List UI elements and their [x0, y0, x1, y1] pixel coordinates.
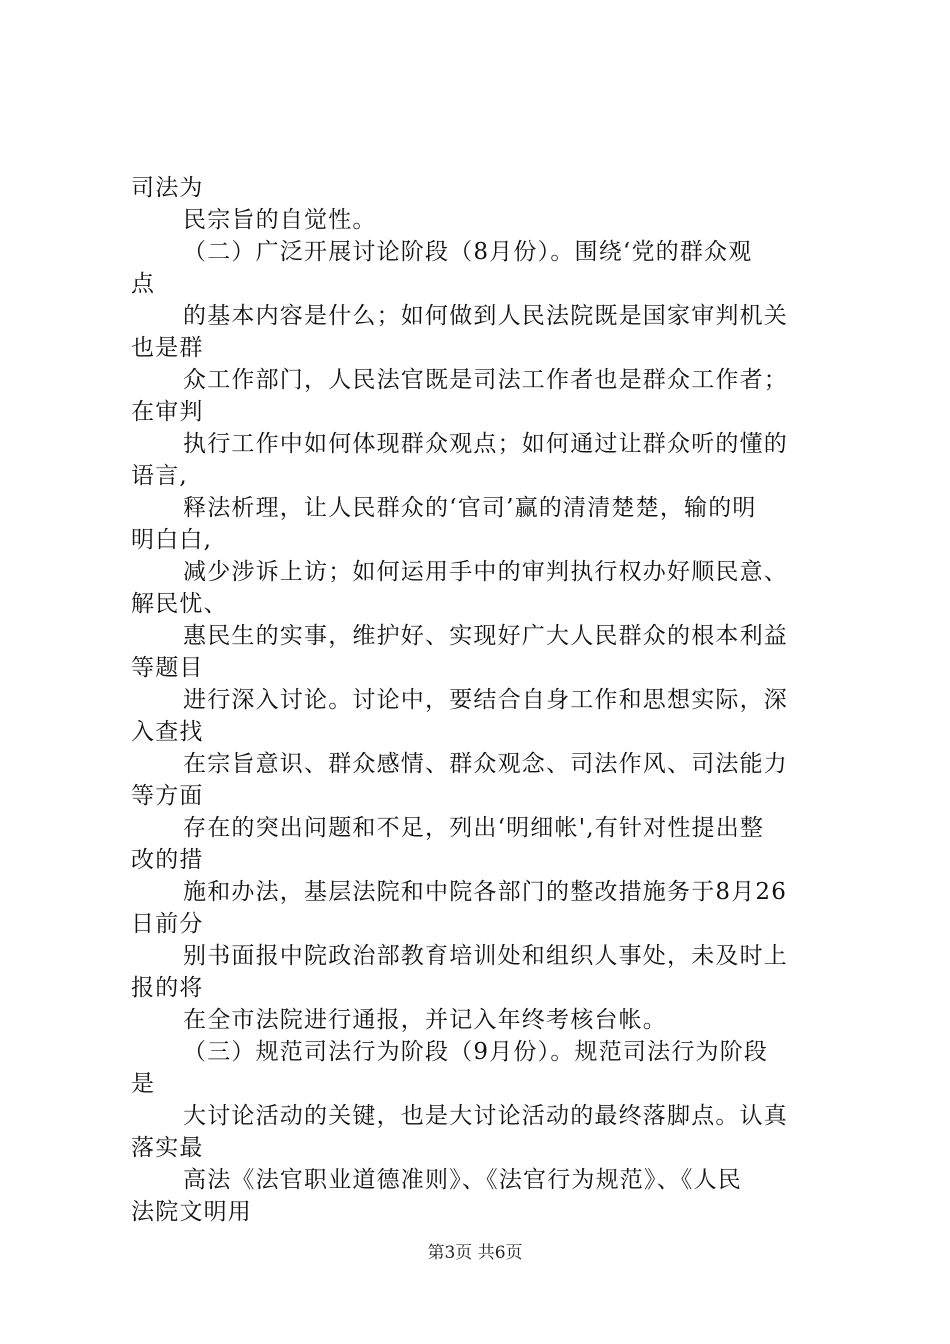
text-line: 的基本内容是什么；如何做到人民法院既是国家审判机关	[183, 303, 788, 329]
text-line: 落实最	[131, 1135, 204, 1161]
text-line: 法院文明用	[131, 1199, 252, 1225]
text-line: 在审判	[131, 399, 204, 425]
text-line: 等题目	[131, 655, 204, 681]
text-line: 大讨论活动的关键，也是大讨论活动的最终落脚点。认真	[183, 1103, 788, 1129]
text-line: 也是群	[131, 335, 204, 361]
text-line: 施和办法，基层法院和中院各部门的整改措施务于8月26	[183, 879, 788, 905]
text-line: 入查找	[131, 719, 204, 745]
text-line: 日前分	[131, 911, 204, 937]
text-line: 存在的突出问题和不足，列出‘明细帐',有针对性提出整	[183, 815, 765, 841]
text-line: 点	[131, 271, 156, 297]
text-line: 等方面	[131, 783, 204, 809]
text-line: 解民忧、	[131, 591, 228, 617]
text-line: 进行深入讨论。讨论中，要结合自身工作和思想实际，深	[183, 687, 788, 713]
text-line: 在全市法院进行通报，并记入年终考核台帐。	[183, 1007, 667, 1033]
text-line: 是	[131, 1071, 156, 1097]
text-line: 司法为	[131, 175, 204, 201]
body-text	[131, 172, 831, 1228]
text-line: 高法《法官职业道德准则》、《法官行为规范》、《人民	[183, 1167, 742, 1193]
text-line: 释法析理，让人民群众的‘官司’赢的清清楚楚，输的明	[183, 495, 757, 521]
text-line: 减少涉诉上访；如何运用手中的审判执行权办好顺民意、	[183, 559, 788, 585]
text-line: 报的将	[131, 975, 204, 1001]
text-line: 明白白,	[131, 527, 213, 553]
text-line: 在宗旨意识、群众感情、群众观念、司法作风、司法能力	[183, 751, 788, 777]
text-line: 惠民生的实事，维护好、实现好广大人民群众的根本利益	[183, 623, 788, 649]
text-line: 民宗旨的自觉性。	[183, 207, 377, 233]
page-footer: 第3页 共6页	[427, 1243, 523, 1263]
text-line: 执行工作中如何体现群众观点；如何通过让群众听的懂的	[183, 431, 788, 457]
text-line: 语言,	[131, 463, 188, 489]
text-line: （三）规范司法行为阶段（9月份）。规范司法行为阶段	[183, 1039, 769, 1065]
text-line: 众工作部门，人民法官既是司法工作者也是群众工作者；	[183, 367, 788, 393]
text-line: 别书面报中院政治部教育培训处和组织人事处，未及时上	[183, 943, 788, 969]
text-line: 改的措	[131, 847, 204, 873]
text-line: （二）广泛开展讨论阶段（8月份）。围绕‘党的群众观	[183, 239, 753, 265]
